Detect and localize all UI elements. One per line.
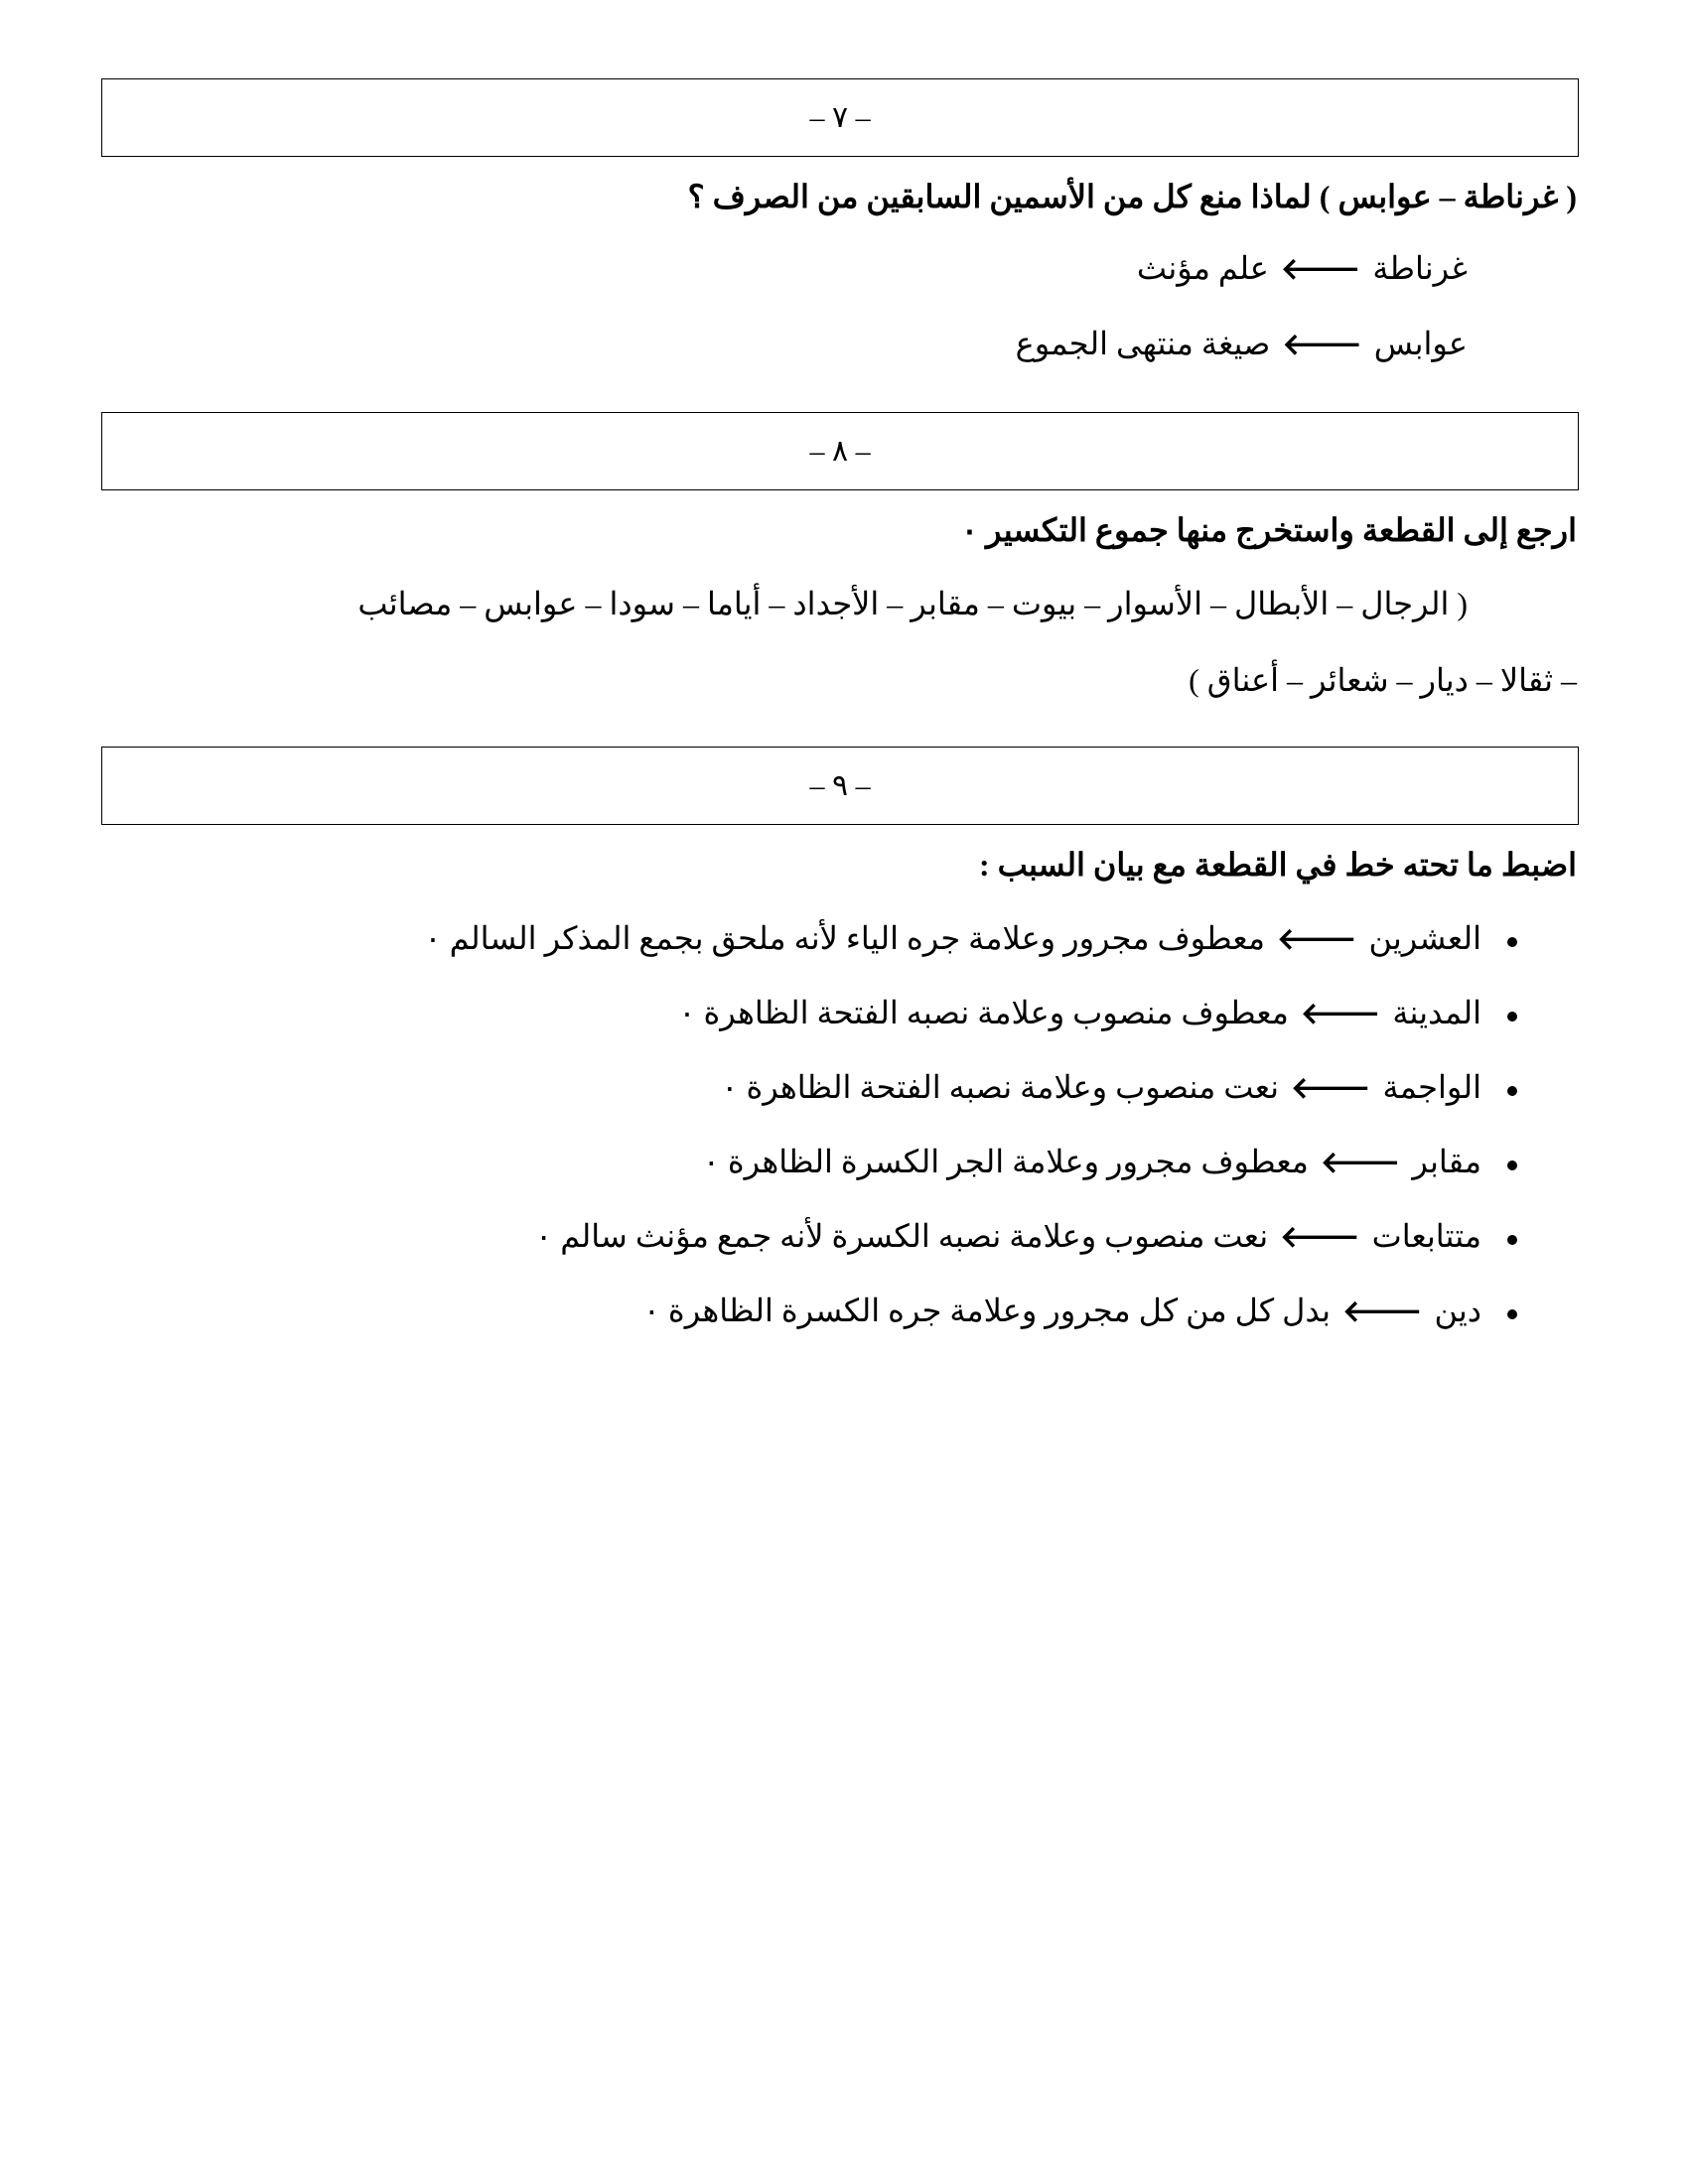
item-term: متتابعات — [1371, 1218, 1481, 1254]
item-reason: نعت منصوب وعلامة نصبه الفتحة الظاهرة ٠ — [721, 1069, 1280, 1105]
section-9-number-box — [101, 747, 1579, 825]
answer-reason: علم مؤنث — [1136, 250, 1269, 286]
section-8-number-box — [101, 412, 1579, 490]
section-8-answer-line-2: – ثقالا – ديار – شعائر – أعناق ) — [1189, 662, 1577, 698]
list-item — [535, 1216, 1517, 1258]
answer-reason: صيغة منتهى الجموع — [1015, 326, 1271, 361]
item-reason: معطوف مجرور وعلامة الجر الكسرة الظاهرة ٠ — [702, 1144, 1309, 1179]
arrow-left-icon: 🡐 — [1277, 923, 1357, 956]
item-term: مقابر — [1412, 1144, 1481, 1179]
list-item — [721, 1067, 1517, 1109]
bullet-icon — [1507, 1086, 1517, 1096]
list-item — [643, 1291, 1517, 1332]
bullet-icon — [1507, 1012, 1517, 1022]
arrow-left-icon: 🡐 — [1280, 1221, 1360, 1254]
item-reason: نعت منصوب وعلامة نصبه الكسرة لأنه جمع مؤنث سالم ٠ — [535, 1218, 1269, 1254]
item-term: المدينة — [1392, 995, 1481, 1030]
section-7-number: – ٧ – — [809, 101, 871, 134]
item-term: دين — [1434, 1293, 1481, 1328]
section-7-question: ( غرناطة – عوابس ) لماذا منع كل من الأسمين السابقين من الصرف ؟ — [687, 179, 1577, 214]
list-item — [678, 993, 1517, 1034]
arrow-left-icon: 🡐 — [1320, 1147, 1401, 1179]
section-9-question: اضبط ما تحته خط في القطعة مع بيان السبب : — [978, 847, 1577, 883]
section-9-number: – ٩ – — [809, 769, 871, 802]
answer-term: عوابس — [1373, 326, 1468, 361]
list-item — [424, 918, 1517, 960]
arrow-left-icon: 🡐 — [1280, 253, 1361, 286]
bullet-icon — [1507, 1309, 1517, 1319]
section-8-question: ارجع إلى القطعة واستخرج منها جموع التكسير ٠ — [960, 512, 1577, 548]
list-item — [703, 1142, 1517, 1183]
item-term: العشرين — [1368, 920, 1481, 956]
arrow-left-icon: 🡐 — [1300, 998, 1381, 1030]
answer-term: غرناطة — [1372, 250, 1468, 286]
item-reason: معطوف منصوب وعلامة نصبه الفتحة الظاهرة ٠ — [678, 995, 1289, 1030]
bullet-icon — [1507, 1235, 1517, 1245]
section-7-number-box — [101, 78, 1579, 157]
bullet-icon — [1507, 937, 1517, 947]
arrow-left-icon: 🡐 — [1282, 329, 1362, 361]
bullet-icon — [1507, 1160, 1517, 1170]
arrow-left-icon: 🡐 — [1342, 1296, 1423, 1328]
arrow-left-icon: 🡐 — [1291, 1072, 1371, 1105]
item-term: الواجمة — [1382, 1069, 1481, 1105]
item-reason: معطوف مجرور وعلامة جره الياء لأنه ملحق بجمع المذكر السالم ٠ — [424, 920, 1265, 956]
section-7-answer-1 — [1137, 248, 1468, 290]
section-7-answer-2 — [1016, 324, 1468, 365]
section-8-answer-line-1: ( الرجال – الأبطال – الأسوار – بيوت – مقابر – الأجداد – أياما – سودا – عوابس – مصائب — [357, 586, 1468, 621]
section-8-number: – ٨ – — [809, 435, 871, 468]
item-reason: بدل كل من كل مجرور وعلامة جره الكسرة الظاهرة ٠ — [642, 1293, 1332, 1328]
